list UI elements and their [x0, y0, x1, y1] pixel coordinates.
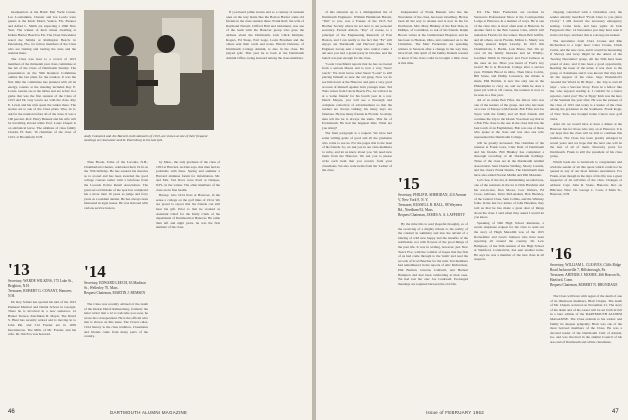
class-bequest: Bequest Chairman, ROBERT N. BRUNDAGE: [550, 283, 618, 288]
text-paragraph: Independent of Frank Bennett who has the Newsletter of the class, has been travelling. He has been all the way to Alaska and is now in the far Northwest. Mrs. Mary Hinkley of the East Side, in Phillips, of Columbus, to ask of his friends. Ralph Brown writes at the Cumberland Hospital, and he has been to Hudson, Ohio, and continued on to the Christmas. The Marr Fredericks are spending winters at Sarasota after a change in the way they have lived. Our spirit of the family Daniels wanted to know if the class could be brought a little close at this time.: [398, 10, 468, 65]
text-paragraph: Let's See, if the list of diminishing recollections, one of the reunions in the lot is Dick Hawkins and his son-in-law, Don Moore, Lew Walters, Ed Cross, Gibbons, Dave McLanahan, Bob Buckley, of the Central Class, Sam Collins, and the Whitney folks. In the last two letters of John Hawkins, they told us that he has made a great deal of things about the class. I said when they asked I would let you know.: [474, 178, 544, 220]
page-number: 47: [612, 409, 619, 415]
class-photo: [84, 10, 214, 130]
page-footer: Issue of FEBRUARY 1962: [426, 410, 484, 415]
right-column-4-top: [550, 10, 622, 242]
text-paragraph: Hersey, who 1914 lives at Hanover, in the sense a college on the golf links of 1914. We are proud to report that his friends can still hear his gift. Prior to that he worked as Assistant Chief for the Daily Clark of the department of Dartmouth at Hanover. He came then left and eight years, he was the first member of the class.: [156, 193, 220, 230]
class-treasurer: Treasurer, ARTHUR J. MOORE, 466 Beacon St., Hartford, Conn.: [550, 273, 622, 282]
class-1914-notes: [84, 302, 148, 405]
text-paragraph: "Louis Crutchfield reports that he has recovered from a serious illness and is now a very 'Sears' touch." We don't know what Stead "Louis" is still placing himself as near the old gang. Now we do see him down at the Hanover and gain a very good account of himself against both younger men. Ted Weis writes from Cincia Beach, Fla., he will not be at a 'some friends' for his fourth year in a row. Dutch Mayen, you will see a thorough and complete collection of advertisement so that the readers are always talking; his many days are fabulous. He has many friends in Florida. So many men tell me he is always the same. This far of Portsmouth. He had the happiest time. What are you doing?: [322, 61, 392, 130]
text-paragraph: The final paragraph is a request. We have had some willing gents of good and all the graduates who come to see us. For the pages this is the least of his friends. So, we ask you in our class members to write, and let us know about you. We need new items from the Hanover. We ask you to please write each item that you receive from your classmates. We also want items from the 'Ladies' of the class.: [322, 131, 392, 173]
class-numeral: '13: [8, 260, 30, 279]
class-bequest: Bequest Chairman, MARTIN J. REMSEN: [84, 291, 146, 296]
two-men-photo-image: [84, 10, 214, 130]
text-paragraph: The Class will have with regret of the death of one of its illustrious members, Blair Chapin. The death of Mr. Chapin occurred on November 21. The story of his death and of his career will be set forth in full in a later edition of the DARTMOUTH ALUMNI MAGAZINE. The Class extends to his widow and family its deepest sympathy. Blair was one of the most beloved members of the Class. He was a devoted leader of the Dartmouth Club of Atlanta, Ga. and was involved in the alumni Council of his area and of Dartmouth and all his classmates.: [550, 294, 622, 344]
left-column-2: [84, 160, 148, 262]
text-paragraph: by Mass., the only graduate of the class of 1953 at Harvard. As Dan says, this man had no problems with lines. Spring and summer a Harvard alumnus forum for information. Mr. and Mrs. Ted Dove were lived at Ossipee, N.H., in the winter. The other members of the class are in fine health.: [156, 160, 220, 192]
right-column-3: [474, 10, 544, 405]
text-paragraph: of this amounts up to a distinguished list of Dartmouth Engineers. William Hammond Barrett, "Tim" to you, was a Trustee of the 1915 Sol Brother Society where he set next to our personal secretary. Everett Abbott, "Pop" of course, is a principal of the Engineering Research of East Boston, and I can testify to the fact that "Ev" still enjoys our Dartmouth and Harvard game. The Engineer Group sent a large who cannot come. I am sure you had a grand party in October, and the bunch was just enough for the class.: [322, 10, 392, 60]
text-paragraph: Which leads me to backtrack to congratulate and wish the sender of all this quote which could not be quoted in any of our most famous newsletters. For Frank, even though in the days of his life was a great supporter of all activities of the class. Changes of address: Capt. John R. Stone, Hanover, Ret. on Hillcrest, Wisc. Dr. George C. Cook, 2 Main St., Hanover, N.H.: [550, 160, 622, 197]
text-paragraph: The newsletter from Clara Crouse and Rhe Richardson is a topic here: Clara Croute, Chick Curtis, and the new crew, and it would be interesting if Shovey and Gray might be the others of the 'Sewing Newsletter' group. All the 50th have been proud of Alec, and it has been a good opportunity. Reading the issue of the letter, it was clear to the group of classmates and it was known that they had all the support of the class. Sage Womeldorf's 'Around the World in 80 Days' - the 'trip to end all trips' - was a Success Story. Even in a fellow like me, who enjoyed reading it, I couldn't be a better reporter, could you? The 'A Tippy' Kirk was the hero of the Sentinel the year after. He was the pioneer of the class of 1915 and today is a leader of the class among the graduates in the Southeast. Frank Kopp, of New York, has brought home Clara's new golf clubs.: [550, 38, 622, 121]
text-paragraph: Speaking of 50th High School Reunions, a recent telephone request for the class to send out the story of Hugh Meredith was of the 1915 Rockefeller and Lewis Johnson who have been reporting all around the country. Dr. Lew Hampson, of the 50th reunion of the High School at Stamford, Connecticut, has sent another letter. He says he was a member of the best class in all respects.: [474, 220, 544, 262]
class-treasurer: Treasurer, ROBERT G. CONANT, Hanover, N.H.: [8, 289, 73, 298]
page-footer: DARTMOUTH ALUMNI MAGAZINE: [110, 410, 188, 415]
text-paragraph: All of us salute Bob Fifes, the fellow who was one of the leaders of the group, and who has been on a tour of Europe with friends. Bob Fifes and Joe Sayre with the family and all their friends will continue the trip to the Island. You must say that in a Bob Fife class is the one in the class that has the best touch of an Englishman. Bob was one of those who spoke at the class and was also one who represented the Dartmouth College.: [474, 98, 544, 140]
class-1915-header: [398, 176, 468, 218]
class-secretary: Secretary, EDWARD LEECH, 63 Madison St., Wellesley 70, Mass.: [84, 281, 146, 290]
class-1916-header: [550, 246, 622, 288]
left-column-1: [8, 10, 76, 260]
text-paragraph: will be greatly increased. The chairman of the reunion is Frank Gore, Clair Dale of Dartmouth and his friends. Bill Hinkley has completed a thorough recording of all Dartmouth holdings. Three of the class are in the Dartmouth Alumni Association. Sent Charles Welling, Shorty Loomis, and the class's Frank Dustin. The Dartmouth men have also added Norton Mullin and Phil Marsden.: [474, 140, 544, 177]
text-paragraph: The Class was host to a crowd of 1913 members of the thirteenth year class committee at the lab of the Class of Dartmouth Sunday. The presentation on the 50th Reunion Committee outline the last plans for the reunion. It was the first time the committee has planned with all its energy. Guests at the meeting included Ray E. Lewis. Guests are at the tables and are active in a game that was the first reunion of the Class of 1913 and Dr. Guy Lewis are with the class. Ray E. Lewis and his wife spent the winter there. The stories are to ask of the Class plans. Wee, do it, ask for the reunion before all of the class. It was a 100 percent. Prof. Harry Bennett and his wife will be travelling abroad while Prof. Louis Chapel is on sabbatical leave. The ultimate of class family Charles H. Kerr, 'l6 chairman of the class of 1913, at Brookfield, N.H.: [8, 56, 76, 140]
page-number: 46: [8, 409, 15, 415]
text-paragraph: clipping coincided with a Christmas card, the sender adroitly inscribed "From Clara to you (after Clara)." I still haven't the necessary emergency seating. Come back, and here again. In Jack Ferguson's Dec. 14 Newsletter you may have seen it in the old days, and here this is a strong one indeed.: [550, 10, 622, 37]
text-paragraph: headquarters at the Baltic Mar Yacht Center. Leo Loudonkins, Chester and Joe Lewis were guests at the Knob Motel, Venice, Fla. Eleanor and Alfred L. Smith are expecting a 1960 New Year. The winner of their winter dwelling at Indian Harbor Beach is Fla. The Class Newsletter noted the Smiths at Rollington Beach, in Petersburg, Fla., for fellow members of the Class who are visiting and touring the state and the reunion there.: [8, 10, 76, 56]
right-column-1: [322, 10, 392, 405]
left-column-4: [226, 10, 304, 405]
left-page: [0, 0, 312, 420]
class-1913-notes: [8, 300, 76, 405]
class-numeral: '14: [84, 262, 106, 281]
text-paragraph: Dr. Roy Schele has spotted his turn of the 1913 Panhead Medical and Dental School in Georgia. There he is involved in a new endeavor. 12 Banter Terrace, Ketchikan D. Mayer. The David S. Hunt has recently retired and is moving in to John Pin. and Cid Frazier are in 1959 Decamerons. The Mills of Mr. Frazier, and his wife. Dr. Jim Fox was honored.: [8, 300, 76, 337]
class-secretary: Secretary, WARDE WILKINS, 173 Lake St., Brighton, N.H.: [8, 279, 73, 288]
right-page: [316, 0, 628, 420]
class-numeral: '15: [398, 174, 420, 193]
class-secretary: Secretary, PHILIP R. SHERIDAN, 210 Avenue V, New York 9, N. Y.: [398, 193, 467, 202]
class-bequest: Bequest Chairman, JAMES A. A. LAFFERTY: [398, 213, 466, 218]
class-numeral: '16: [550, 244, 572, 263]
text-paragraph: The Class was recently advised of the death of the Dearie Dutch Ruthersburg, formerly the letter writer that a 12 to welcome you soon, he wrote his correspondent. He is the official wire that is shown on this issue. The Class's rules, 1914 history is the class tradition. Classmates and friends came from many parts of the country.: [84, 302, 148, 339]
class-treasurer: Treasurer, RUSSELL B. BALL, 88 Wayness Rd., Needham 92, Mass.: [398, 203, 463, 212]
left-column-3: [156, 160, 220, 405]
class-1916-notes: [550, 294, 622, 405]
text-paragraph: Thus Brook, Tothe of the Laconia, N.H., Chamberlain Charles, celebrated their 1914 on the 70th birthday. He has assured his theories as to scored and has been awarded the good college courses under with a briefcase from the Laconia Police Retail Association. The great-record mistake of the spot has completed his a more than 10 years as judge and forty years as a resident dentist. He has always been interested in legal issues. He was honored with various service honors.: [84, 160, 148, 210]
right-column-2-top: [398, 10, 468, 170]
text-paragraph: Ed. The Marr Fredericks are recalled in Sarasota's Professional Show at the Cosmopolitan Lodge at Hanover, in a number of ways. He is one of the class who is most often seen at Hanover. In another field is the Bob Gaston Clan, which will remain in Florida for the winter. There Bob Griffin, and all others, are in Florida. Milton L. Manly was Spring entered Ralph Lawsby. In 1915 Jim Chamberlain, J. Berlin, Lois Bruce, Ted. We go over all the family histories and let Whitby-Gardiner Smith in Newport and Fred Jackson as the ones on ice. Have you heard of Fred's boy Grant? He is at Bowdoin College after a service year. William Blood in Ohio. Then Dave Colvin, Bill Stone, and Phillip Lawrence, the tribute is made. Phil Bartlett, is now the only one in the Philadelphia to carry on, and we think he does a great job with it. Of course, the reunion is now to be seen as a fine year.: [474, 10, 544, 97]
class-secretary: Secretary, WILLIAM L. CLEAVES, Cliffs Ridge Road Jacksonville 7, Hillsborough, Pa.: [550, 263, 622, 272]
photo-caption: Andy Comstock and Joe Barnett, both stalwarts of 1913, are shown at one of their frequent meetings at Clearwater and St. Petersburg in the late fall.: [84, 134, 208, 143]
class-1914-header: [84, 264, 148, 296]
text-paragraph: If you heard prime stories and so a century of unusual ones on the way home like the Boston Harbor some old friends in the class reunion there. Frank Rolf, the wife of Raymond Newell, Clifford Hall and retirement, was one of the team with the Hanover group who gave the address about the Dartmouth, Jack Chick Kimpler, Rogers, Ed Sleep, Earl Gage, Louis Bowman and the others sent their cards and notes. Harold Osborne, of Dartmouth College Alumni, is also in the class. He played golf. This year he is back at the Dartmouth Alumni Office, being honored among the class members.: [226, 10, 304, 60]
text-paragraph: After all, we would have to have a dinner at the Hanover Inn for those who stay on at Hanover. It is our hope that the class will be able to continue this tradition. The Class has been greatly enlarged in recent years and we hope that the next one will be the best of all of them. Sincerely yours for Dartmouth. Frank is still the president of his class group.: [550, 122, 622, 159]
class-1915-notes: [398, 222, 468, 405]
text-paragraph: By the time this is read (hopeful thought), so of the receiving of a mighty tribute to the reality of the conduct in summary and also the advent of a blazing of wild new happy and the benefits of the northlands, nor with flowers of the good things of the past life. It was in writing, however, just New Year's Eve, with the comfort of hopes that the first of us had come through to the 'tenth' and read the records of Scott Beecher for the rush. Ten members had remembered in the reports of Alic Richardson, Phil Bartlett, lawrens Caldwell, and Herbert Hampton and had been celebrating at their ease. We had lost but one: Joe Conkwell. Prolonged meetings are required between the old folk.: [398, 222, 468, 286]
class-1913-header: [8, 262, 76, 298]
